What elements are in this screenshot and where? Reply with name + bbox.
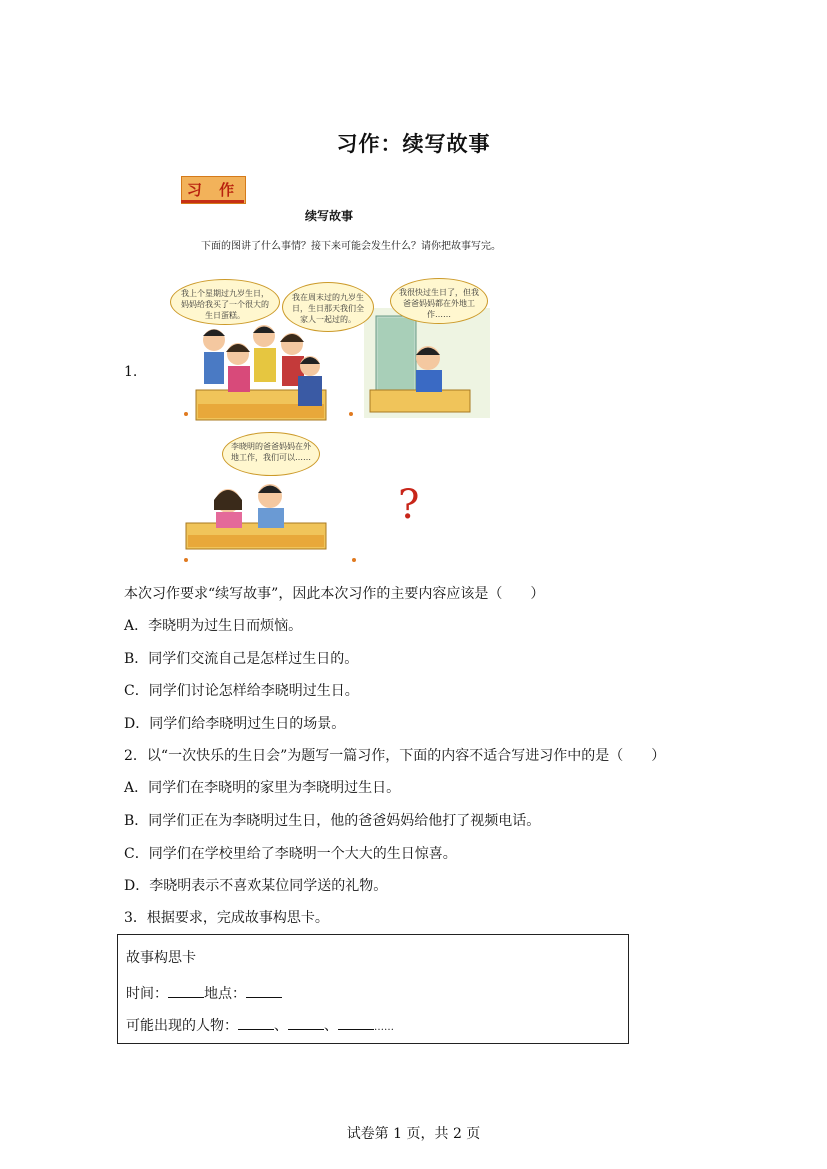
ellipsis: …… <box>374 1022 394 1033</box>
card-title: 故事构思卡 <box>126 950 196 966</box>
question-mark-icon: ? <box>398 482 420 528</box>
speech-bubble-2: 我在周末过的九岁生日，生日那天我们全家人一起过的。 <box>282 282 374 332</box>
q2-option-a: A．同学们在李晓明的家里为李晓明过生日。 <box>124 780 401 796</box>
question-1-number: 1. <box>124 364 138 380</box>
panel-3-two-students <box>186 484 326 549</box>
q2-option-b: B．同学们正在为李晓明过生日，他的爸爸妈妈给他打了视频电话。 <box>124 813 541 829</box>
question-2-stem: 2．以“一次快乐的生日会”为题写一篇习作，下面的内容不适合写进习作中的是（ ） <box>124 748 666 764</box>
place-label: 地点： <box>204 986 246 1002</box>
separator-1: 、 <box>274 1018 288 1034</box>
panel-2-boy-at-window <box>364 308 490 418</box>
q2-option-d: D．李晓明表示不喜欢某位同学送的礼物。 <box>124 878 388 894</box>
illustration-drawing <box>146 168 526 568</box>
time-blank[interactable] <box>168 983 204 998</box>
q1-option-b: B．同学们交流自己是怎样过生日的。 <box>124 651 359 667</box>
illustration-instruction: 下面的图讲了什么事情？接下来可能会发生什么？请你把故事写完。 <box>201 241 501 252</box>
speech-bubble-4: 李晓明的爸爸妈妈在外地工作，我们可以…… <box>222 432 320 476</box>
people-label: 可能出现的人物： <box>126 1018 238 1034</box>
q2-option-c: C．同学们在学校里给了李晓明一个大大的生日惊喜。 <box>124 846 457 862</box>
time-label: 时间： <box>126 986 168 1002</box>
panel-1-classroom-group <box>196 325 326 420</box>
time-place-row <box>126 983 282 1003</box>
illustration-heading: 续写故事 <box>305 209 354 223</box>
q1-option-c: C．同学们讨论怎样给李晓明过生日。 <box>124 683 359 699</box>
separator-2: 、 <box>324 1018 338 1034</box>
person-blank-3[interactable] <box>338 1015 374 1030</box>
person-blank-2[interactable] <box>288 1015 324 1030</box>
people-row <box>126 1015 394 1037</box>
person-blank-1[interactable] <box>238 1015 274 1030</box>
speech-bubble-3: 我很快过生日了，但我爸爸妈妈都在外地工作…… <box>390 278 488 324</box>
q1-option-d: D．同学们给李晓明过生日的场景。 <box>124 716 346 732</box>
q1-option-a: A．李晓明为过生日而烦恼。 <box>124 618 303 634</box>
page-footer: 试卷第 1 页，共 2 页 <box>346 1126 481 1142</box>
question-3-stem: 3．根据要求，完成故事构思卡。 <box>124 910 329 926</box>
section-tag-underline <box>181 200 244 203</box>
speech-bubble-1: 我上个星期过九岁生日，妈妈给我买了一个很大的生日蛋糕。 <box>170 279 280 325</box>
place-blank[interactable] <box>246 983 282 998</box>
story-illustration <box>146 168 526 568</box>
question-1-stem: 本次习作要求“续写故事”，因此本次习作的主要内容应该是（ ） <box>124 586 545 602</box>
section-tag: 习 作 <box>181 176 246 204</box>
story-planning-card <box>117 934 629 1044</box>
page-title: 习作：续写故事 <box>336 132 491 156</box>
